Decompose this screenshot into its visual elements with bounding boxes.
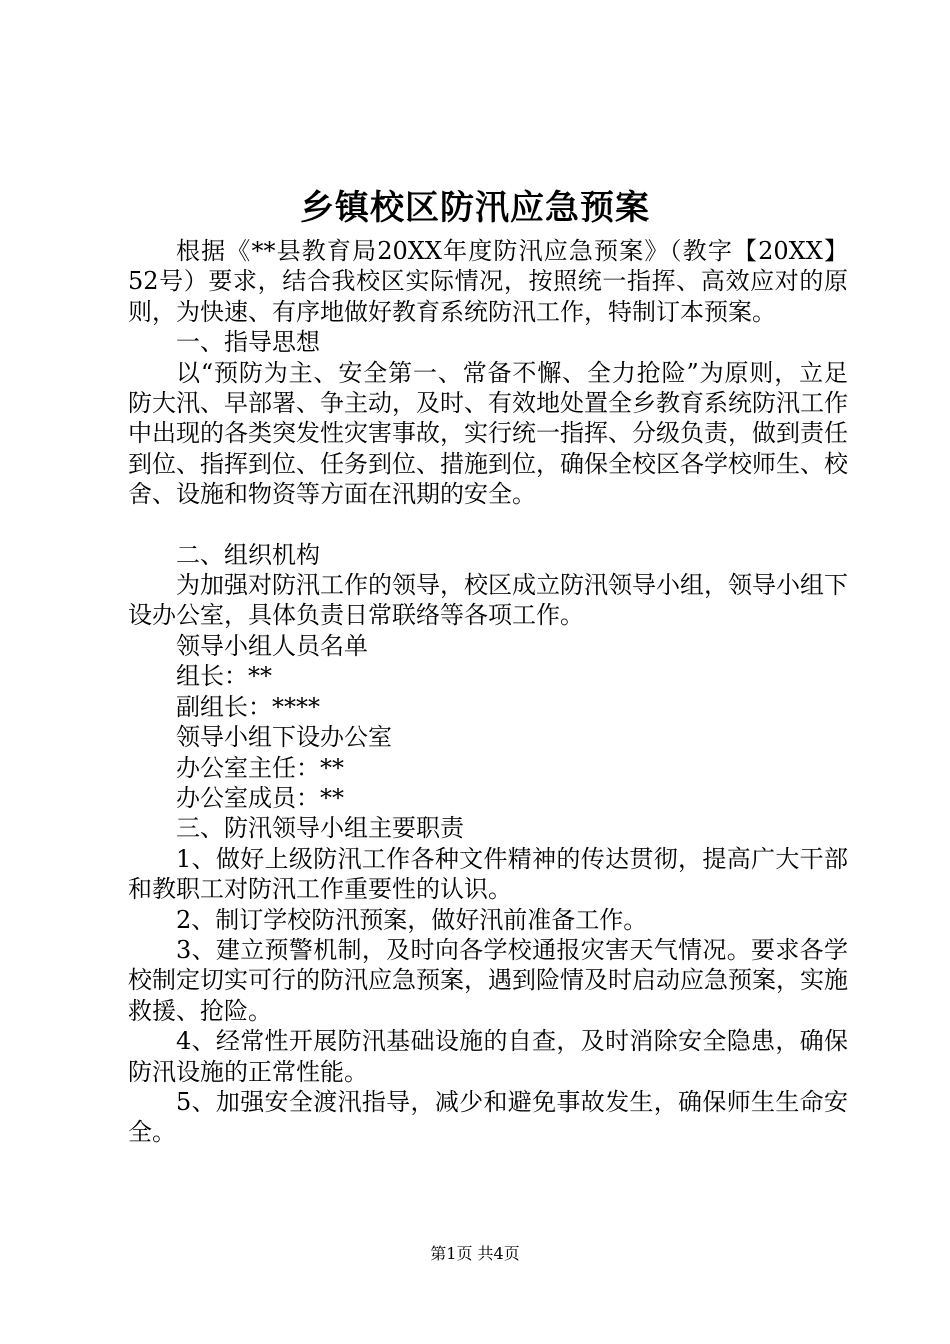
page-number-footer: 第1页 共4页 bbox=[430, 1244, 520, 1263]
document-body bbox=[128, 236, 848, 1148]
leadership-list-heading: 领导小组人员名单 bbox=[176, 631, 368, 660]
document-title: 乡镇校区防汛应急预案 bbox=[300, 188, 650, 228]
organization-paragraph: 为加强对防汛工作的领导，校区成立防汛领导小组，领导小组下设办公室，具体负责日常联络等各项工作。 bbox=[128, 571, 848, 630]
office-heading-line: 领导小组下设办公室 bbox=[176, 723, 392, 752]
duty-item: 2、制订学校防汛预案，做好汛前准备工作。 bbox=[176, 905, 648, 934]
section-heading-duties: 三、防汛领导小组主要职责 bbox=[176, 814, 464, 843]
group-leader-line: 组长：** bbox=[176, 662, 272, 691]
duty-item: 4、经常性开展防汛基础设施的自查，及时消除安全隐患，确保防汛设施的正常性能。 bbox=[128, 1027, 848, 1086]
section-heading-guiding-thought: 一、指导思想 bbox=[176, 328, 320, 357]
duty-item: 1、做好上级防汛工作各种文件精神的传达贯彻，提高广大干部和教职工对防汛工作重要性的认识。 bbox=[128, 844, 848, 904]
duty-item: 5、加强安全渡汛指导，减少和避免事故发生，确保师生生命安全。 bbox=[128, 1087, 848, 1147]
deputy-leader-line: 副组长：**** bbox=[176, 692, 320, 721]
duty-item: 3、建立预警机制，及时向各学校通报灾害天气情况。要求各学校制定切实可行的防汛应急预案，遇到险情及时启动应急预案，实施救援、抢险。 bbox=[128, 935, 848, 1025]
office-director-line: 办公室主任：** bbox=[176, 753, 344, 782]
intro-paragraph: 根据《**县教育局20XX年度防汛应急预案》（教字【20XX】52号）要求，结合我校区实际情况，按照统一指挥、高效应对的原则，为快速、有序地做好教育系统防汛工作，特制订本预案。 bbox=[128, 237, 848, 326]
paragraph-spacer bbox=[128, 510, 848, 540]
section-heading-organization: 二、组织机构 bbox=[176, 540, 320, 569]
office-members-line: 办公室成员：** bbox=[176, 783, 344, 812]
guiding-thought-paragraph: 以“预防为主、安全第一、常备不懈、全力抢险”为原则，立足防大汛、早部署、争主动，及时、有效地处置全乡教育系统防汛工作中出现的各类突发性灾害事故，实行统一指挥、分级负责，做到责任到位、指挥到位、任务到位、措施到位，确保全校区各学校师生、校舍、设施和物资等方面在汛期的安全。 bbox=[128, 358, 848, 509]
